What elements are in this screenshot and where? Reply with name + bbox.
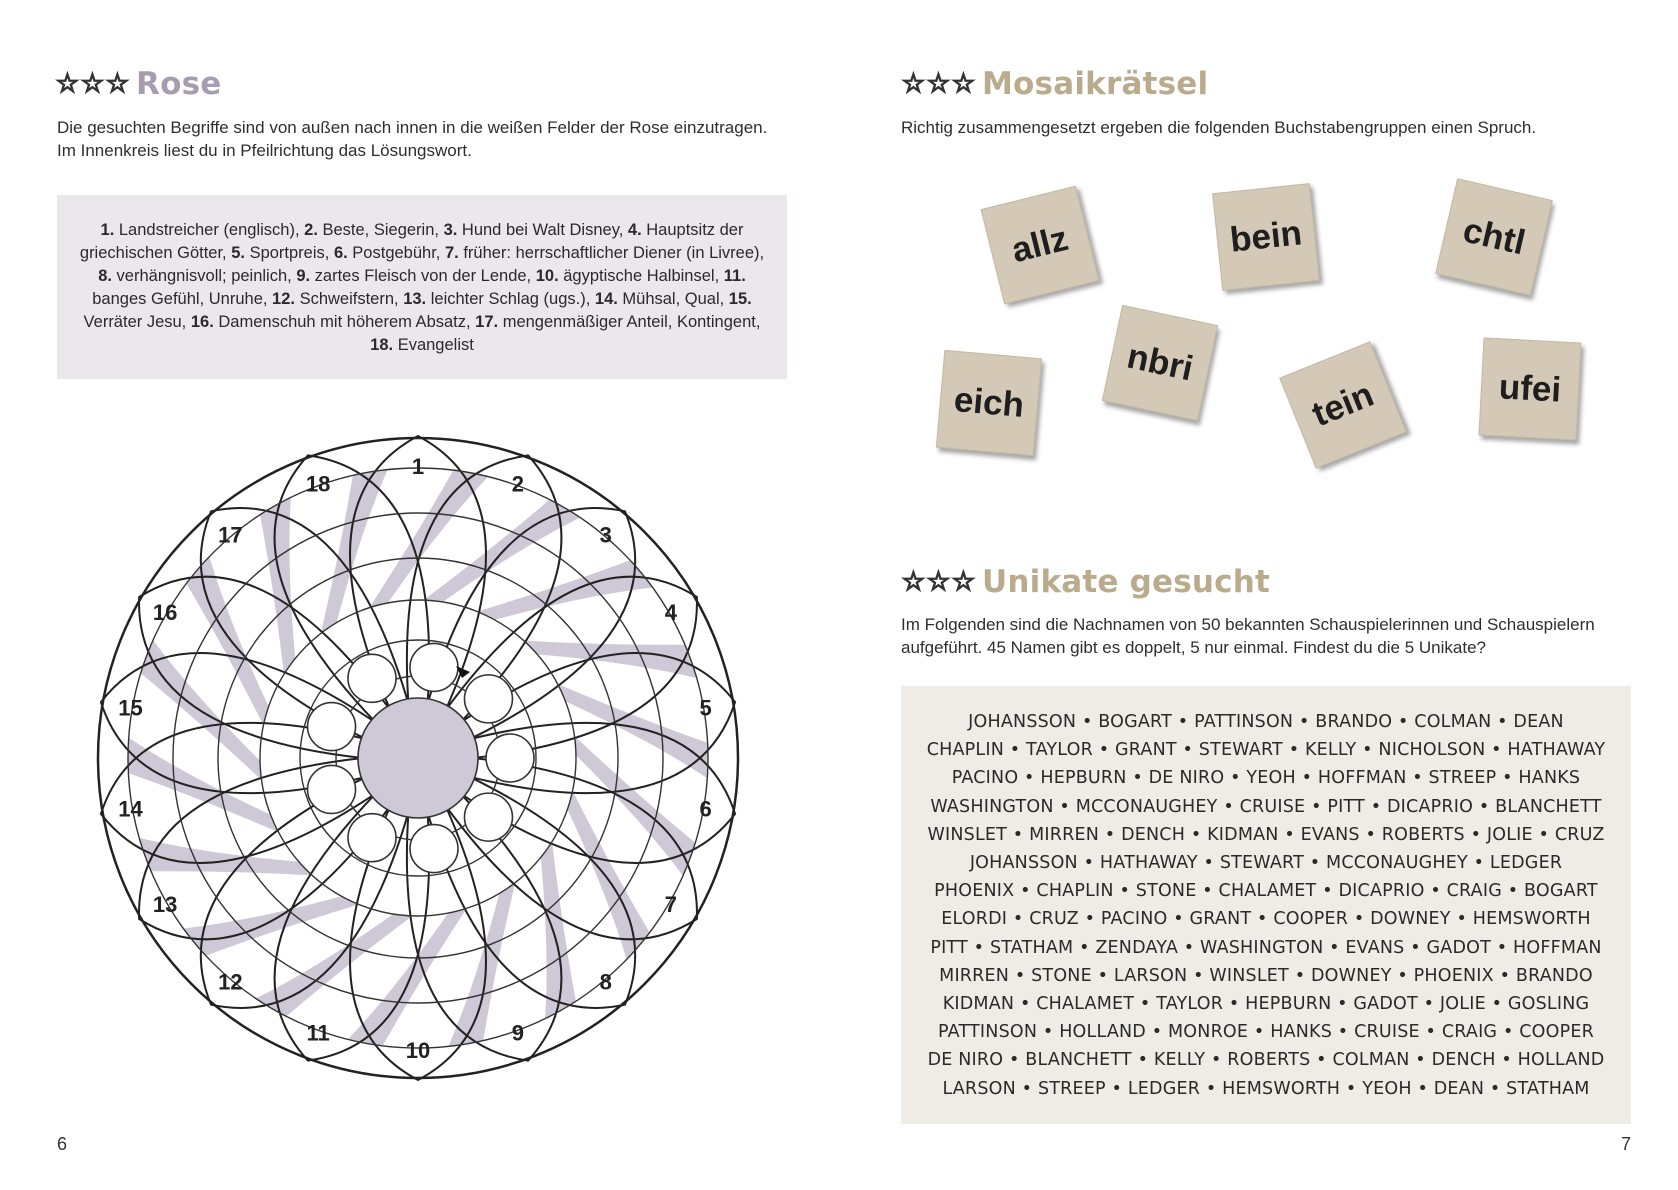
- names-line: PITT • STATHAM • ZENDAYA • WASHINGTON • EVANS • GADOT • HOFFMAN: [930, 937, 1602, 958]
- rose-shaded-field: [448, 883, 515, 1047]
- petal-number: 13: [152, 892, 178, 917]
- clue-number: 5.: [231, 244, 245, 262]
- petal-number: 9: [511, 1020, 524, 1046]
- clue-number: 13.: [403, 290, 427, 308]
- star-icon: ☆: [951, 567, 976, 597]
- clue-text: früher: herrschaftlicher Diener (in Livree),: [458, 244, 765, 262]
- clue-number: 9.: [296, 267, 311, 285]
- rose-intro: [57, 116, 767, 162]
- names-line: WINSLET • MIRREN • DENCH • KIDMAN • EVANS • ROBERTS • JOLIE • CRUZ: [927, 824, 1605, 845]
- petal-number: 12: [218, 969, 243, 995]
- names-line: PHOENIX • CHAPLIN • STONE • CHALAMET • DICAPRIO • CRAIG • BOGART: [934, 881, 1598, 902]
- actor-names-box: [901, 686, 1631, 1124]
- clue-text: Sportpreis,: [244, 244, 334, 262]
- rose-clues-box: [57, 195, 787, 379]
- mosaik-tile: [1102, 305, 1218, 421]
- petal-number: 2: [511, 471, 524, 497]
- solution-circle: [464, 793, 512, 841]
- clue-number: 8.: [98, 267, 112, 285]
- rose-shaded-field: [348, 908, 467, 1046]
- mosaik-title-text: Mosaikrätsel: [982, 66, 1209, 102]
- page-number-left: 6: [57, 1134, 68, 1154]
- star-icon: ☆: [80, 69, 105, 99]
- rose-shaded-field: [321, 470, 388, 634]
- rose-title-text: Rose: [136, 66, 222, 102]
- clue-text: Beste, Siegerin,: [317, 221, 444, 239]
- clue-number: 2.: [304, 221, 318, 239]
- names-line: PACINO • HEPBURN • DE NIRO • YEOH • HOFFMAN • STREEP • HANKS: [951, 768, 1581, 789]
- clue-number: 17.: [475, 313, 499, 331]
- names-line: ELORDI • CRUZ • PACINO • GRANT • COOPER • DOWNEY • HEMSWORTH: [941, 909, 1591, 930]
- clue-number: 6.: [333, 244, 348, 262]
- clue-text: mengenmäßiger Anteil, Kontingent,: [498, 313, 761, 331]
- solution-circle: [410, 643, 458, 691]
- petal-number: 18: [305, 471, 331, 497]
- rose-shaded-field: [558, 684, 708, 778]
- rose-intro-line: Die gesuchten Begriffe sind von außen nach innen in die weißen Felder der Rose einzutragen.: [57, 118, 768, 137]
- rose-title: [55, 66, 221, 102]
- right-page: [839, 0, 1678, 1190]
- mosaik-tile: [1212, 183, 1320, 291]
- petal-number: 16: [152, 600, 178, 625]
- rose-center-circle: [358, 698, 478, 818]
- clue-text: Verräter Jesu,: [83, 313, 191, 331]
- star-icon: ☆: [55, 69, 80, 99]
- clue-text: verhängnisvoll; peinlich,: [111, 267, 297, 285]
- solution-circle: [410, 825, 458, 873]
- names-line: DE NIRO • BLANCHETT • KELLY • ROBERTS • COLMAN • DENCH • HOLLAND: [927, 1050, 1605, 1071]
- names-line: JOHANSSON • BOGART • PATTINSON • BRANDO • COLMAN • DEAN: [968, 712, 1564, 732]
- tile-text: nbri: [1123, 336, 1197, 389]
- rose-shaded-field: [260, 497, 295, 674]
- clue-number: 1.: [100, 221, 115, 239]
- mosaik-tile: [1435, 178, 1553, 296]
- unikate-intro: [901, 613, 1595, 659]
- rose-intro-line: Im Innenkreis liest du in Pfeilrichtung das Lösungswort.: [57, 141, 472, 160]
- difficulty-stars: [901, 71, 976, 97]
- petal-number: 4: [664, 600, 678, 625]
- tile-text: chtl: [1459, 210, 1529, 263]
- petal-number: 14: [118, 796, 143, 822]
- petal-number: 8: [599, 969, 612, 995]
- clue-text: zartes Fleisch von der Lende,: [310, 267, 536, 285]
- star-icon: ☆: [901, 69, 926, 99]
- clue-text: Hauptsitz der griechischen Götter,: [79, 221, 744, 262]
- clue-text: Schweifstern,: [294, 290, 404, 308]
- clue-text: Hund bei Walt Disney,: [457, 221, 628, 239]
- petal-number: 5: [699, 695, 712, 721]
- star-icon: ☆: [105, 69, 130, 99]
- rose-petal-outline: [446, 758, 697, 939]
- solution-circle: [308, 765, 356, 813]
- clue-number: 7.: [444, 244, 459, 262]
- mosaik-tile: [936, 350, 1042, 456]
- clue-number: 10.: [535, 267, 559, 285]
- petal-number: 10: [405, 1038, 431, 1063]
- rose-puzzle-grid: [88, 408, 748, 1108]
- tile-text: ufei: [1497, 367, 1563, 410]
- clue-number: 15.: [728, 290, 752, 308]
- names-line: LARSON • STREEP • LEDGER • HEMSWORTH • YEOH • DEAN • STATHAM: [942, 1078, 1590, 1099]
- mosaik-tile: [981, 186, 1100, 305]
- difficulty-stars: [55, 71, 130, 97]
- names-line: PATTINSON • HOLLAND • MONROE • HANKS • CRUISE • CRAIG • COOPER: [938, 1022, 1594, 1043]
- names-line: WASHINGTON • MCCONAUGHEY • CRUISE • PITT • DICAPRIO • BLANCHETT: [930, 796, 1602, 817]
- mosaik-title: [901, 66, 1208, 102]
- tile-text: allz: [1007, 218, 1072, 271]
- rose-shaded-field: [477, 560, 652, 620]
- tile-text: eich: [952, 380, 1026, 425]
- unikate-title-text: Unikate gesucht: [982, 564, 1271, 600]
- petal-number: 7: [664, 892, 678, 917]
- solution-circle: [486, 734, 534, 782]
- solution-circle: [464, 675, 512, 723]
- tile-text: bein: [1228, 213, 1304, 260]
- solution-circle: [308, 703, 356, 751]
- names-line: KIDMAN • CHALAMET • TAYLOR • HEPBURN • GADOT • JOLIE • GOSLING: [942, 994, 1590, 1015]
- solution-circle: [348, 814, 396, 862]
- unikate-intro-line: aufgeführt. 45 Namen gibt es doppelt, 5 nur einmal. Findest du die 5 Unikate?: [901, 638, 1486, 657]
- petal-number: 17: [218, 522, 243, 548]
- petal-number: 6: [699, 796, 712, 822]
- clue-text: Landstreicher (englisch),: [114, 221, 305, 239]
- clue-text: Evangelist: [393, 336, 474, 354]
- clue-number: 18.: [370, 336, 394, 354]
- clue-text: Postgebühr,: [347, 244, 445, 262]
- rose-shaded-field: [541, 842, 576, 1019]
- star-icon: ☆: [926, 567, 951, 597]
- clue-text: Mühsal, Qual,: [617, 290, 729, 308]
- solution-circle: [348, 654, 396, 702]
- star-icon: ☆: [951, 69, 976, 99]
- mosaik-tile: [1279, 341, 1407, 469]
- clue-text: leichter Schlag (ugs.),: [426, 290, 595, 308]
- star-icon: ☆: [926, 69, 951, 99]
- clue-text: ägyptische Halbinsel,: [558, 267, 724, 285]
- star-icon: ☆: [901, 567, 926, 597]
- tile-text: tein: [1306, 374, 1379, 435]
- clue-number: 16.: [190, 313, 214, 331]
- names-line: CHAPLIN • TAYLOR • GRANT • STEWART • KELLY • NICHOLSON • HATHAWAY: [926, 740, 1606, 761]
- page-number-right: 7: [1621, 1134, 1632, 1154]
- names-line: JOHANSSON • HATHAWAY • STEWART • MCCONAUGHEY • LEDGER: [969, 853, 1563, 874]
- petal-number: 15: [118, 695, 143, 721]
- rose-shaded-field: [128, 738, 278, 832]
- clue-text: banges Gefühl, Unruhe,: [92, 290, 273, 308]
- difficulty-stars: [901, 569, 976, 595]
- clue-number: 12.: [272, 290, 295, 308]
- clue-text: Damenschuh mit höherem Absatz,: [213, 313, 476, 331]
- names-line: MIRREN • STONE • LARSON • WINSLET • DOWNEY • PHOENIX • BRANDO: [939, 965, 1593, 986]
- unikate-title: [901, 564, 1270, 600]
- mosaik-tile: [1479, 338, 1582, 441]
- unikate-intro-line: Im Folgenden sind die Nachnamen von 50 bekannten Schauspielerinnen und Schauspielern: [901, 615, 1595, 634]
- mosaik-intro: Richtig zusammengesetzt ergeben die folgenden Buchstabengruppen einen Spruch.: [901, 118, 1537, 137]
- clue-number: 3.: [443, 221, 458, 239]
- clue-number: 14.: [594, 290, 618, 308]
- petal-number: 3: [599, 522, 612, 548]
- rose-shaded-field: [369, 470, 488, 608]
- clue-number: 4.: [627, 221, 642, 239]
- petal-number: 1: [411, 454, 425, 479]
- clue-number: 11.: [723, 267, 746, 285]
- petal-number: 11: [306, 1020, 330, 1046]
- rose-shaded-field: [183, 896, 358, 956]
